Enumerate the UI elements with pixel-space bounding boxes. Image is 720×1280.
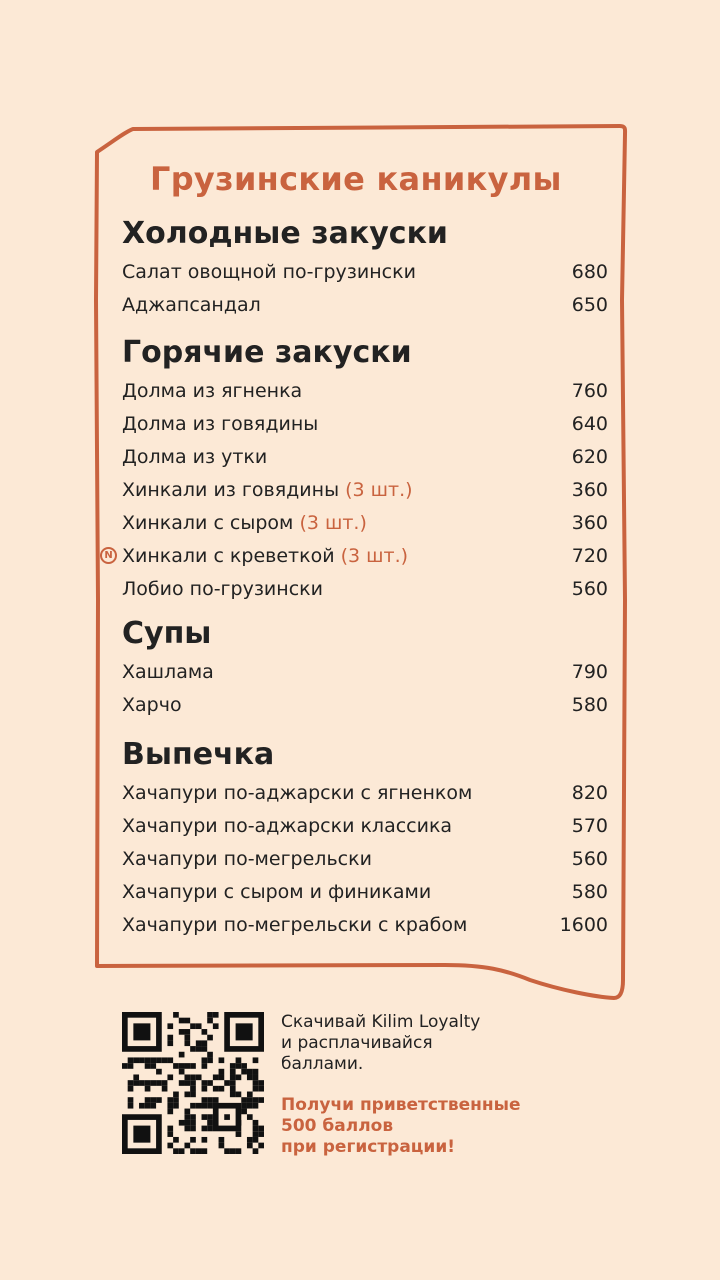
promo-line: и расплачивайся [281,1033,433,1053]
menu-item [122,375,608,408]
item-name: Хинкали с сыром [122,512,300,534]
item-price: 620 [571,446,608,468]
new-item-icon: N [100,547,117,564]
item-name: Хачапури по-аджарски с ягненком [122,782,473,804]
item-price: 560 [571,848,608,870]
item-price: 680 [571,261,608,283]
menu-item [122,843,608,876]
menu-item [122,507,608,540]
menu-item [122,573,608,606]
promo-line: баллами. [281,1054,364,1074]
item-quantity: (3 шт.) [345,479,413,501]
item-price: 580 [571,694,608,716]
section-heading: Выпечка [122,737,275,772]
item-price: 360 [571,479,608,501]
item-name: Хачапури по-аджарски классика [122,815,453,837]
item-price: 760 [571,380,608,402]
item-name: Салат овощной по-грузински [122,261,416,283]
menu-item [122,656,608,689]
item-name: Хачапури с сыром и финиками [122,881,432,903]
item-name: Долма из утки [122,446,268,468]
menu-item [122,256,608,289]
menu-item [122,777,608,810]
menu-item [122,876,608,909]
item-price: 1600 [559,914,608,936]
item-price: 570 [571,815,608,837]
menu-section [104,331,608,606]
menu-item [122,909,608,942]
item-name: Хачапури по-мегрельски с крабом [122,914,468,936]
item-name: Хашлама [122,661,214,683]
menu-item [122,289,608,322]
item-price: 650 [571,294,608,316]
menu-item [122,408,608,441]
section-heading: Холодные закуски [122,216,448,251]
item-price: 640 [571,413,608,435]
promo-bonus-line: 500 баллов [281,1116,394,1136]
item-price: 720 [571,545,608,567]
menu-item [122,689,608,722]
menu-item [122,441,608,474]
item-name: Лобио по-грузински [122,578,323,600]
menu-section [122,733,608,942]
promo-text [281,1012,541,1075]
promo-bonus-line: при регистрации! [281,1137,455,1157]
item-price: 560 [571,578,608,600]
promo-bonus [281,1095,561,1158]
item-name: Аджапсандал [122,294,261,316]
menu-section [122,612,608,722]
item-price: 790 [571,661,608,683]
item-quantity: (3 шт.) [299,512,367,534]
qr-code-icon [122,1012,264,1154]
item-name: Харчо [122,694,182,716]
item-name: Хинкали из говядины [122,479,346,501]
menu-title: Грузинские каникулы [150,160,562,198]
menu-item [122,474,608,507]
section-heading: Супы [122,616,212,651]
promo-line: Скачивай Kilim Loyalty [281,1012,481,1032]
promo-bonus-line: Получи приветственные [281,1095,521,1115]
section-heading: Горячие закуски [122,335,412,370]
item-price: 820 [571,782,608,804]
item-name: Хинкали с креветкой [122,545,341,567]
item-price: 360 [571,512,608,534]
item-price: 580 [571,881,608,903]
menu-item [104,540,608,573]
item-name: Хачапури по-мегрельски [122,848,372,870]
menu-item [122,810,608,843]
item-name: Долма из говядины [122,413,319,435]
item-name: Долма из ягненка [122,380,303,402]
item-quantity: (3 шт.) [340,545,409,567]
menu-section [122,212,608,322]
